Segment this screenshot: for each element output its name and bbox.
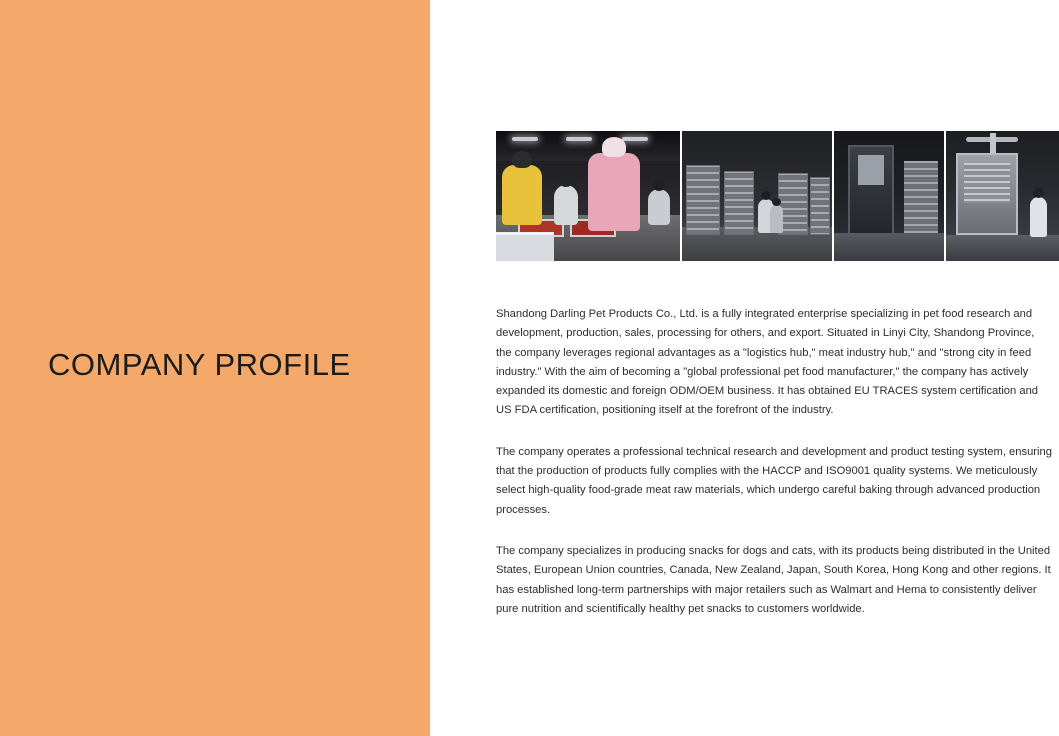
cold-room-door bbox=[848, 145, 894, 237]
paragraph: The company operates a professional technical research and development and product testing system, ensuring that the production of products fully complies with the HACCP and ISO9001 quality systems. We meticulously select high-quality food-grade meat raw materials, which undergo careful baking through advanced production processes. bbox=[496, 445, 1052, 516]
content-area bbox=[430, 0, 1059, 736]
factory-floor bbox=[946, 235, 1059, 261]
photo-workers-packing-line bbox=[496, 131, 680, 261]
worker-figure bbox=[1030, 197, 1047, 237]
drying-rack bbox=[724, 171, 754, 235]
worker-figure bbox=[554, 185, 578, 225]
worker-figure bbox=[648, 189, 670, 225]
drying-rack bbox=[810, 177, 830, 235]
door-window bbox=[858, 155, 884, 185]
drying-rack bbox=[904, 161, 938, 235]
packing-bin bbox=[496, 232, 554, 261]
worker-figure bbox=[502, 165, 542, 225]
paragraph: Shandong Darling Pet Products Co., Ltd. is a fully integrated enterprise specializing in pet food research and development, production, sales, processing for others, and export. Situated in Linyi City, Shandong Province, the company leverages regional advantages as a "logistics hub," meat industry hub," and "strong city in feed industry." With the aim of becoming a "global professional pet food manufacturer," the company has actively expanded its domestic and foreign ODM/OEM business. It has obtained EU TRACES system certification and US FDA certification, positioning itself at the forefront of the industry. bbox=[496, 308, 1039, 417]
profile-body-text bbox=[496, 305, 1052, 619]
photo-strip bbox=[496, 131, 1059, 261]
paragraph: The company specializes in producing snacks for dogs and cats, with its products being distributed in the United States, European Union countries, Canada, New Zealand, Japan, South Korea, Hong Kong and other regions. It has established long-term partnerships with major retailers such as Walmart and Hema to consistently deliver pure nutrition and scientifically healthy pet snacks to customers worldwide. bbox=[496, 544, 1051, 615]
photo-baking-machine bbox=[946, 131, 1059, 261]
accent-panel bbox=[0, 0, 430, 736]
ceiling-lamp-icon bbox=[566, 137, 592, 141]
page-title: COMPANY PROFILE bbox=[48, 347, 351, 382]
photo-cold-room-doorway bbox=[834, 131, 944, 261]
ceiling-lamp-icon bbox=[512, 137, 538, 141]
ceiling-lamp-icon bbox=[622, 137, 648, 141]
worker-figure bbox=[588, 153, 640, 231]
worker-figure bbox=[770, 205, 783, 233]
photo-drying-racks-trolleys bbox=[682, 131, 832, 261]
baking-machine bbox=[956, 153, 1018, 235]
factory-floor bbox=[834, 233, 944, 261]
drying-rack bbox=[686, 165, 720, 235]
